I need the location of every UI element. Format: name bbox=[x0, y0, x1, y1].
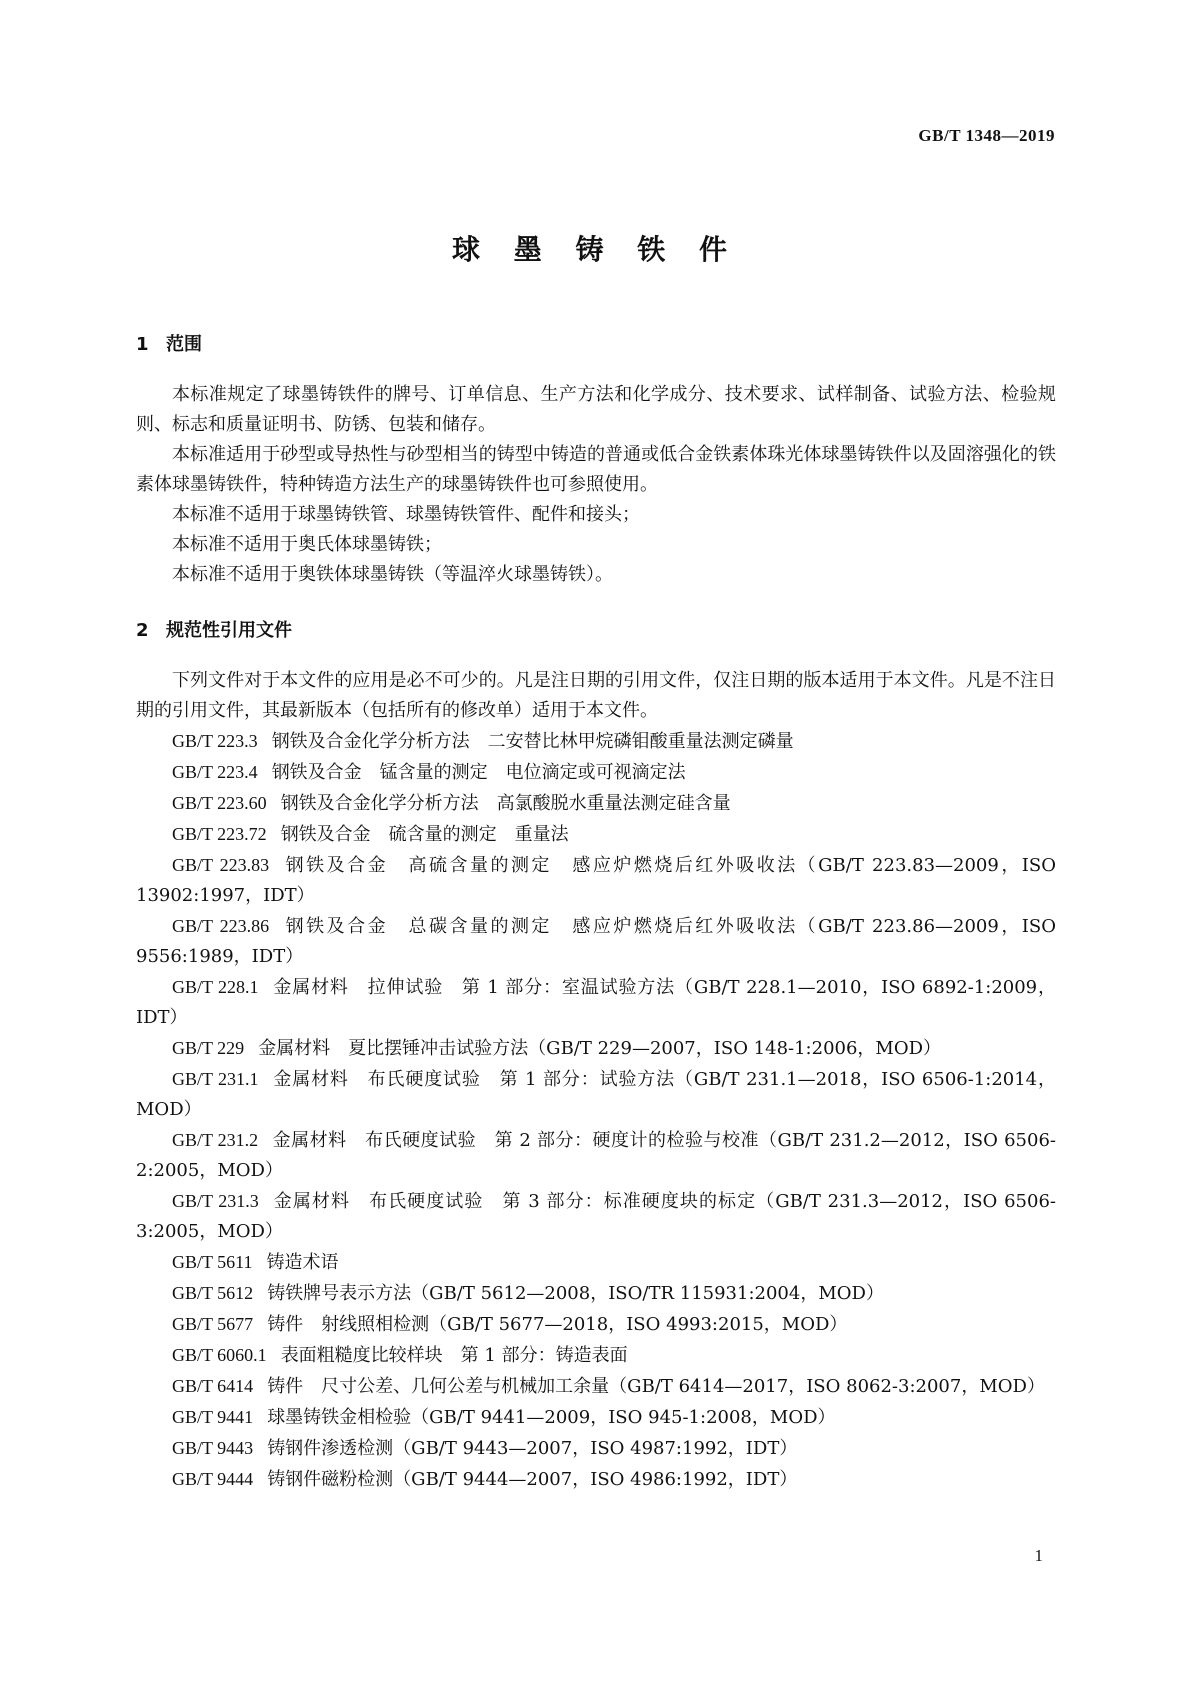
reference-code: GB/T 223.86 bbox=[172, 916, 270, 936]
reference-title: 钢铁及合金 总碳含量的测定 感应炉燃烧后红外吸收法（GB/T 223.86—2009，ISO 9556:1989，IDT） bbox=[136, 916, 1056, 967]
reference-item bbox=[136, 911, 1056, 972]
reference-item bbox=[136, 1064, 1056, 1125]
reference-title: 表面粗糙度比较样块 第 1 部分：铸造表面 bbox=[280, 1345, 628, 1366]
reference-code: GB/T 223.83 bbox=[172, 855, 270, 875]
reference-item bbox=[136, 1371, 1056, 1402]
reference-code: GB/T 228.1 bbox=[172, 977, 259, 997]
reference-item bbox=[136, 1186, 1056, 1247]
reference-item bbox=[136, 1464, 1056, 1495]
reference-title: 金属材料 布氏硬度试验 第 1 部分：试验方法（GB/T 231.1—2018，ISO 6506-1:2014，MOD） bbox=[136, 1069, 1056, 1120]
document-title: 球 墨 铸 铁 件 bbox=[452, 233, 739, 266]
section-title: 规范性引用文件 bbox=[166, 620, 292, 641]
reference-title: 金属材料 拉伸试验 第 1 部分：室温试验方法（GB/T 228.1—2010，ISO 6892-1:2009，IDT） bbox=[136, 977, 1056, 1028]
reference-code: GB/T 231.1 bbox=[172, 1069, 259, 1089]
references-intro-paragraph: 下列文件对于本文件的应用是必不可少的。凡是注日期的引用文件，仅注日期的版本适用于本文件。凡是不注日期的引用文件，其最新版本（包括所有的修改单）适用于本文件。 bbox=[136, 670, 1056, 721]
document-body bbox=[136, 330, 1056, 1495]
section-number: 2 bbox=[136, 620, 149, 641]
section-heading-scope bbox=[136, 330, 1056, 360]
reference-title: 球墨铸铁金相检验（GB/T 9441—2009，ISO 945-1:2008，MOD） bbox=[267, 1407, 836, 1428]
reference-title: 钢铁及合金化学分析方法 高氯酸脱水重量法测定硅含量 bbox=[280, 793, 731, 814]
scope-paragraph: 本标准规定了球墨铸铁件的牌号、订单信息、生产方法和化学成分、技术要求、试样制备、试验方法、检验规则、标志和质量证明书、防锈、包装和储存。 bbox=[136, 384, 1056, 435]
reference-title: 铸钢件渗透检测（GB/T 9443—2007，ISO 4987:1992，IDT） bbox=[267, 1438, 798, 1459]
reference-code: GB/T 231.3 bbox=[172, 1191, 259, 1211]
reference-title: 铸钢件磁粉检测（GB/T 9444—2007，ISO 4986:1992，IDT） bbox=[267, 1469, 798, 1490]
reference-code: GB/T 6414 bbox=[172, 1376, 254, 1396]
section-title: 范围 bbox=[166, 334, 202, 355]
reference-item bbox=[136, 850, 1056, 911]
reference-code: GB/T 229 bbox=[172, 1038, 245, 1058]
reference-title: 铸铁牌号表示方法（GB/T 5612—2008，ISO/TR 115931:2004，MOD） bbox=[267, 1283, 884, 1304]
reference-title: 铸件 尺寸公差、几何公差与机械加工余量（GB/T 6414—2017，ISO 8062-3:2007，MOD） bbox=[267, 1376, 1045, 1397]
section-number: 1 bbox=[136, 334, 149, 355]
section-heading-normative-references bbox=[136, 616, 1056, 646]
reference-item bbox=[136, 1402, 1056, 1433]
reference-code: GB/T 5612 bbox=[172, 1283, 254, 1303]
reference-item bbox=[136, 1433, 1056, 1464]
reference-title: 钢铁及合金 锰含量的测定 电位滴定或可视滴定法 bbox=[271, 762, 686, 783]
reference-title: 钢铁及合金化学分析方法 二安替比林甲烷磷钼酸重量法测定磷量 bbox=[271, 731, 794, 752]
scope-paragraph: 本标准适用于砂型或导热性与砂型相当的铸型中铸造的普通或低合金铁素体珠光体球墨铸铁件以及固溶强化的铁素体球墨铸铁件，特种铸造方法生产的球墨铸铁件也可参照使用。 bbox=[136, 444, 1056, 495]
reference-title: 金属材料 布氏硬度试验 第 2 部分：硬度计的检验与校准（GB/T 231.2—2012，ISO 6506-2:2005，MOD） bbox=[136, 1130, 1056, 1181]
page-number: 1 bbox=[1034, 1546, 1043, 1565]
reference-title: 金属材料 布氏硬度试验 第 3 部分：标准硬度块的标定（GB/T 231.3—2012，ISO 6506-3:2005，MOD） bbox=[136, 1191, 1056, 1242]
reference-code: GB/T 9441 bbox=[172, 1407, 254, 1427]
scope-paragraph: 本标准不适用于奥铁体球墨铸铁（等温淬火球墨铸铁）。 bbox=[172, 564, 613, 585]
reference-title: 金属材料 夏比摆锤冲击试验方法（GB/T 229—2007，ISO 148-1:2006，MOD） bbox=[258, 1038, 942, 1059]
reference-title: 铸件 射线照相检测（GB/T 5677—2018，ISO 4993:2015，MOD） bbox=[267, 1314, 848, 1335]
reference-item bbox=[136, 726, 1056, 757]
reference-item bbox=[136, 1247, 1056, 1278]
reference-item bbox=[136, 1278, 1056, 1309]
reference-item bbox=[136, 1125, 1056, 1186]
reference-item bbox=[136, 1033, 1056, 1064]
reference-code: GB/T 5611 bbox=[172, 1252, 253, 1272]
reference-item bbox=[136, 757, 1056, 788]
reference-item bbox=[136, 1340, 1056, 1371]
reference-item bbox=[136, 788, 1056, 819]
reference-item bbox=[136, 819, 1056, 850]
standard-code: GB/T 1348—2019 bbox=[918, 126, 1055, 145]
reference-item bbox=[136, 972, 1056, 1033]
reference-list bbox=[136, 726, 1056, 1495]
reference-code: GB/T 231.2 bbox=[172, 1130, 259, 1150]
reference-title: 钢铁及合金 硫含量的测定 重量法 bbox=[280, 824, 569, 845]
reference-code: GB/T 223.3 bbox=[172, 731, 258, 751]
reference-title: 铸造术语 bbox=[266, 1252, 339, 1273]
reference-item bbox=[136, 1309, 1056, 1340]
reference-code: GB/T 5677 bbox=[172, 1314, 254, 1334]
scope-paragraph: 本标准不适用于球墨铸铁管、球墨铸铁管件、配件和接头； bbox=[172, 504, 640, 525]
reference-title: 钢铁及合金 高硫含量的测定 感应炉燃烧后红外吸收法（GB/T 223.83—2009，ISO 13902:1997，IDT） bbox=[136, 855, 1056, 906]
reference-code: GB/T 6060.1 bbox=[172, 1345, 267, 1365]
scope-paragraph: 本标准不适用于奥氏体球墨铸铁； bbox=[172, 534, 442, 555]
reference-code: GB/T 9444 bbox=[172, 1469, 254, 1489]
reference-code: GB/T 223.72 bbox=[172, 824, 267, 844]
reference-code: GB/T 223.4 bbox=[172, 762, 258, 782]
reference-code: GB/T 223.60 bbox=[172, 793, 267, 813]
reference-code: GB/T 9443 bbox=[172, 1438, 254, 1458]
